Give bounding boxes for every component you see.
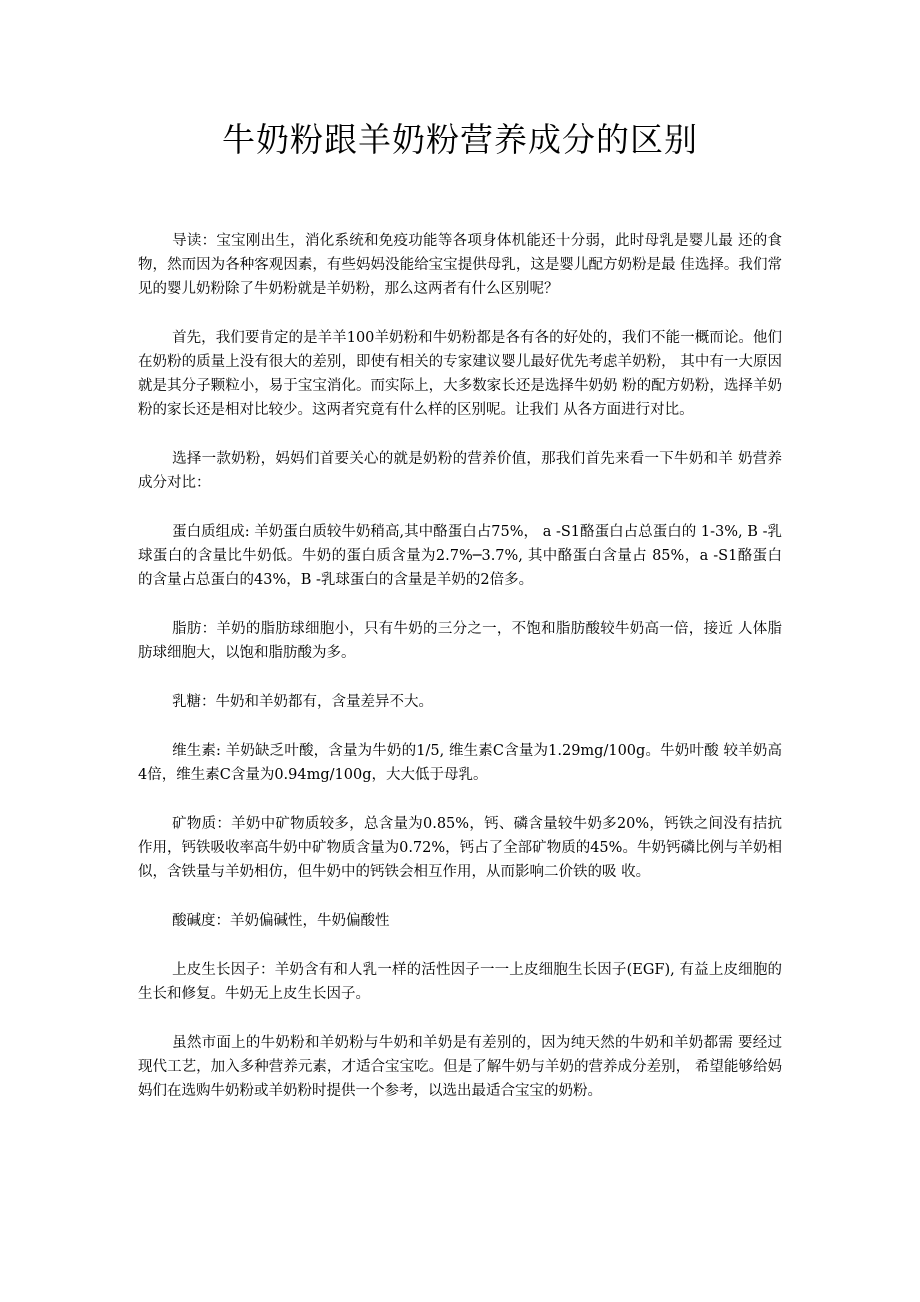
paragraph-conclusion: 虽然市面上的牛奶粉和羊奶粉与牛奶和羊奶是有差别的，因为纯天然的牛奶和羊奶都需 要经过现代工艺，加入多种营养元素，才适合宝宝吃。但是了解牛奶与羊奶的营养成分差别， 希望能够给妈妈们在选购牛奶粉或羊奶粉时提供一个参考，以选出最适合宝宝的奶粉。	[138, 1035, 782, 1099]
document-body	[138, 229, 782, 1103]
paragraph-ph: 酸碱度：羊奶偏碱性，牛奶偏酸性	[172, 913, 390, 929]
paragraph-first: 首先，我们要肯定的是羊羊100羊奶粉和牛奶粉都是各有各的好处的，我们不能一概而论。他们在奶粉的质量上没有很大的差别，即使有相关的专家建议婴儿最好优先考虑羊奶粉， 其中有一大原因就是其分子颗粒小，易于宝宝消化。而实际上，大多数家长还是选择牛奶奶 粉的配方奶粉，选择羊奶粉的家长还是相对比较少。这两者究竟有什么样的区别呢。让我们 从各方面进行对比。	[138, 330, 782, 418]
document-title: 牛奶粉跟羊奶粉营养成分的区别	[222, 120, 698, 159]
paragraph-vitamin: 维生素: 羊奶缺乏叶酸，含量为牛奶的1/5, 维生素C含量为1.29mg/100g。牛奶叶酸 较羊奶高4倍，维生素C含量为0.94mg/100g，大大低于母乳。	[138, 743, 782, 783]
paragraph-lactose: 乳糖：牛奶和羊奶都有，含量差异不大。	[172, 694, 434, 710]
paragraph-protein: 蛋白质组成: 羊奶蛋白质较牛奶稍高,其中酪蛋白占75%， a -S1酪蛋白占总蛋白的 1-3%, B -乳球蛋白的含量比牛奶低。牛奶的蛋白质含量为2.7%─3.7%, 其中酪蛋白含量占 85%，a -S1酪蛋白的含量占总蛋白的43%，B -乳球蛋白的含量是羊奶的2倍多。	[138, 524, 782, 588]
paragraph-nutrition-intro: 选择一款奶粉，妈妈们首要关心的就是奶粉的营养价值，那我们首先来看一下牛奶和羊 奶营养成分对比：	[138, 451, 782, 491]
paragraph-intro: 导读：宝宝刚出生，消化系统和免疫功能等各项身体机能还十分弱，此时母乳是婴儿最 还的食物，然而因为各种客观因素，有些妈妈没能给宝宝提供母乳，这是婴儿配方奶粉是最 佳选择。我们常见的婴儿奶粉除了牛奶粉就是羊奶粉，那么这两者有什么区别呢？	[138, 233, 782, 297]
paragraph-fat: 脂肪：羊奶的脂肪球细胞小，只有牛奶的三分之一，不饱和脂肪酸较牛奶高一倍，接近 人体脂肪球细胞大，以饱和脂肪酸为多。	[138, 621, 782, 661]
paragraph-mineral: 矿物质：羊奶中矿物质较多，总含量为0.85%，钙、磷含量较牛奶多20%，钙铁之间没有拮抗作用，钙铁吸收率高牛奶中矿物质含量为0.72%，钙占了全部矿物质的45%。牛奶钙磷比例与羊奶相似，含铁量与羊奶相仿，但牛奶中的钙铁会相互作用，从而影响二价铁的吸 收。	[138, 816, 782, 880]
paragraph-egf: 上皮生长因子：羊奶含有和人乳一样的活性因子一一上皮细胞生长因子(EGF), 有益上皮细胞的生长和修复。牛奶无上皮生长因子。	[138, 962, 782, 1002]
